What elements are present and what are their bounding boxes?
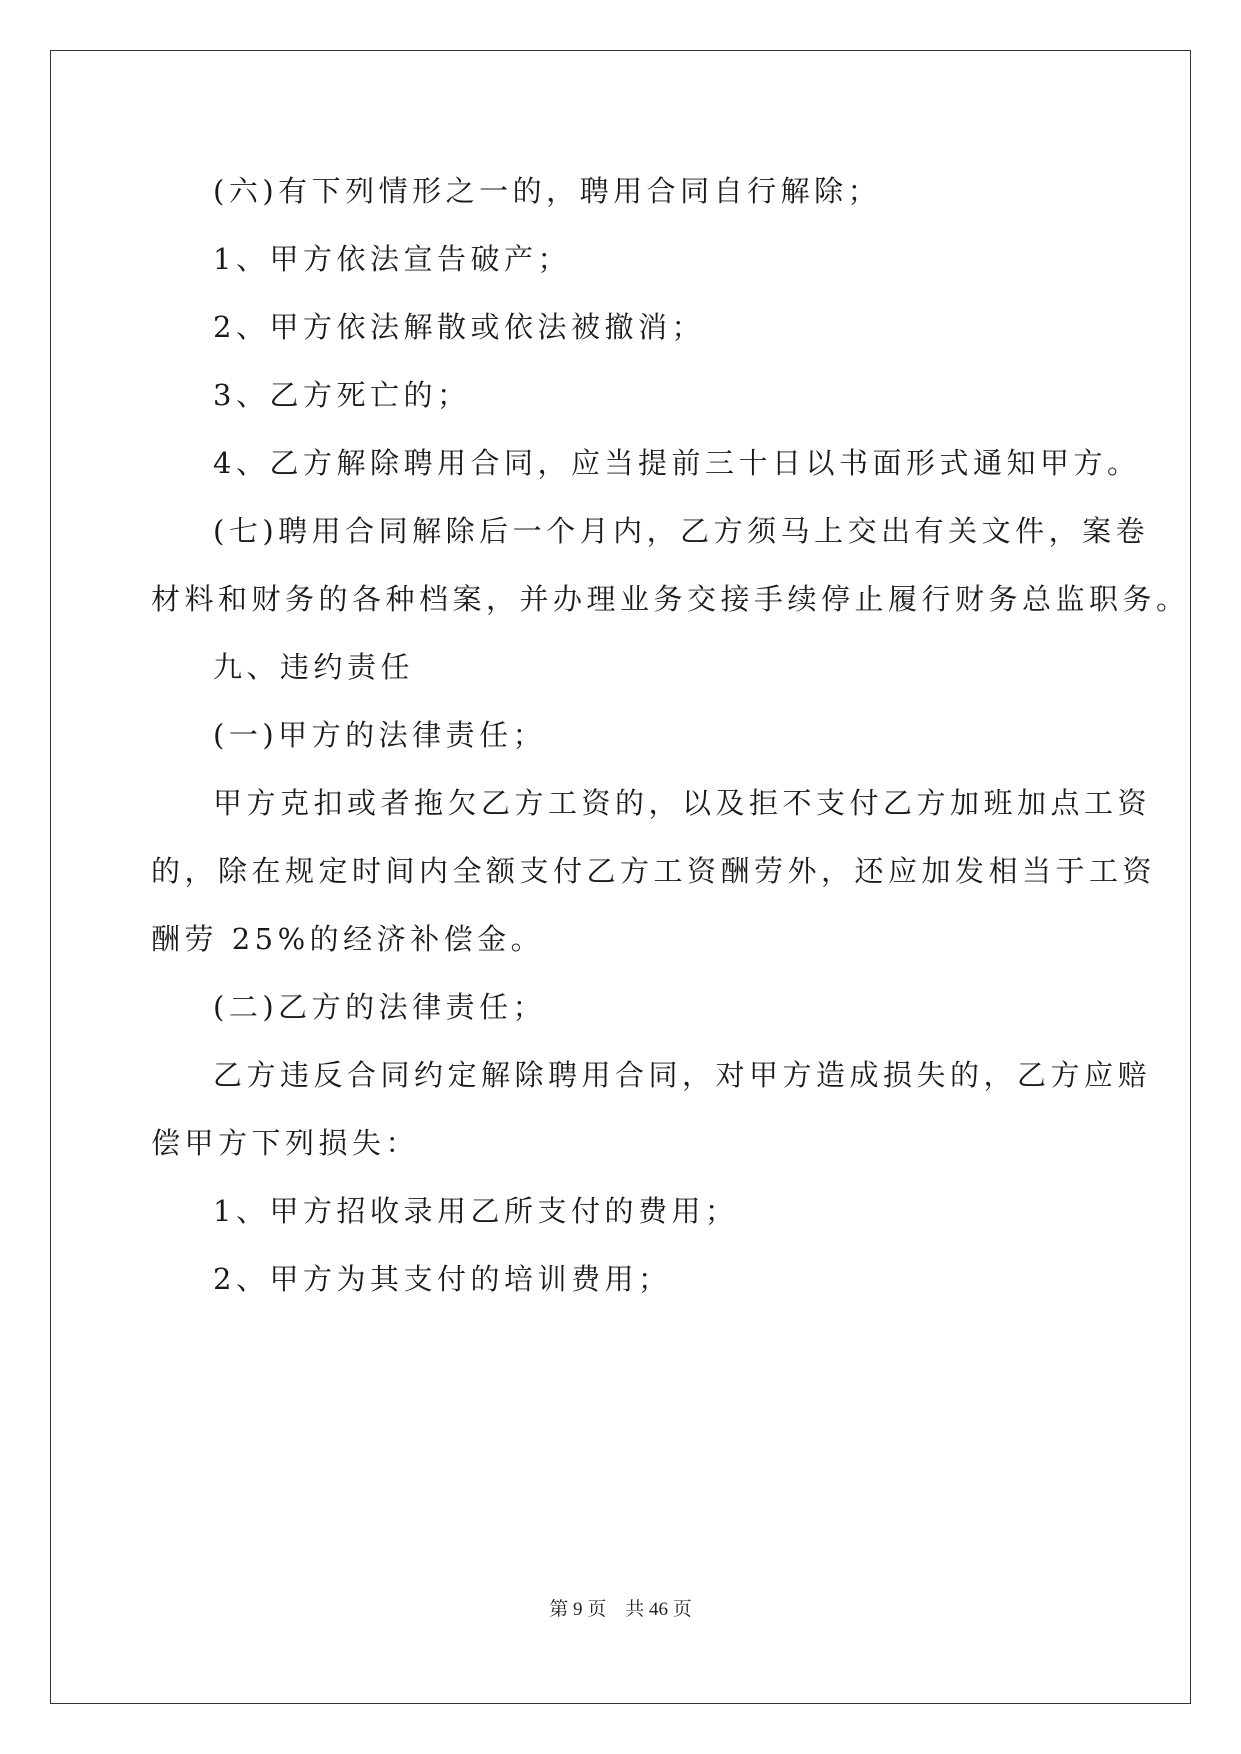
paragraph-line: (一)甲方的法律责任； bbox=[213, 718, 547, 752]
paragraph-line: 的，除在规定时间内全额支付乙方工资酬劳外，还应加发相当于工资 bbox=[151, 854, 1157, 888]
page-number: 第 9 页 共 46 页 bbox=[549, 1599, 692, 1620]
paragraph-line: (七)聘用合同解除后一个月内，乙方须马上交出有关文件，案卷 bbox=[213, 514, 1150, 548]
paragraph-line: 2、甲方依法解散或依法被撤消； bbox=[213, 310, 705, 344]
paragraph-line: 酬劳 25%的经济补偿金。 bbox=[151, 922, 545, 956]
paragraph-line: 1、甲方依法宣告破产； bbox=[213, 242, 571, 276]
paragraph-line: 1、甲方招收录用乙所支付的费用； bbox=[213, 1194, 739, 1228]
paragraph-line: 甲方克扣或者拖欠乙方工资的，以及拒不支付乙方加班加点工资 bbox=[213, 786, 1152, 820]
paragraph-line: 3、乙方死亡的； bbox=[213, 378, 471, 412]
document-body bbox=[151, 163, 1190, 1319]
paragraph-line: 2、甲方为其支付的培训费用； bbox=[213, 1262, 672, 1296]
paragraph-line: 偿甲方下列损失： bbox=[151, 1126, 420, 1160]
paragraph-line: (二)乙方的法律责任； bbox=[213, 990, 547, 1024]
section-heading: 九、违约责任 bbox=[213, 650, 415, 684]
paragraph-line: 4、乙方解除聘用合同，应当提前三十日以书面形式通知甲方。 bbox=[213, 446, 1141, 480]
paragraph-line: 乙方违反合同约定解除聘用合同，对甲方造成损失的，乙方应赔 bbox=[213, 1058, 1152, 1092]
paragraph-line: (六)有下列情形之一的，聘用合同自行解除； bbox=[213, 174, 882, 208]
paragraph-line: 材料和财务的各种档案，并办理业务交接手续停止履行财务总监职务。 bbox=[151, 582, 1190, 616]
